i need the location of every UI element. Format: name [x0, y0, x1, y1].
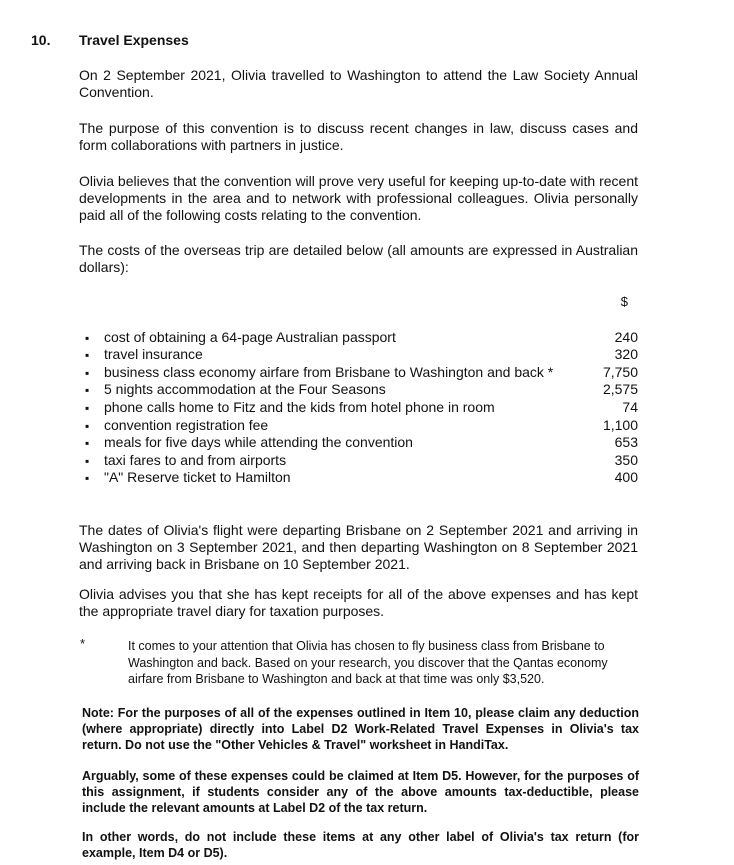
list-bullet: ▪: [85, 419, 90, 433]
section-title: Travel Expenses: [79, 32, 189, 48]
list-bullet: ▪: [85, 348, 90, 362]
paragraph-intro: On 2 September 2021, Olivia travelled to Washington to attend the Law Society Annual Convention.: [79, 67, 638, 100]
note-item-d5: Arguably, some of these expenses could be claimed at Item D5. However, for the purposes of this assignment, if students consider any of the above amounts tax-deductible, please include the relevant amounts at Label D2 of the tax return.: [82, 769, 639, 815]
list-bullet: ▪: [85, 454, 90, 468]
expense-amount: 1,100: [602, 417, 638, 433]
list-bullet: ▪: [85, 436, 90, 450]
currency-label: $: [620, 294, 628, 309]
note-other-labels: In other words, do not include these items at any other label of Olivia's tax return (for example, Item D4 or D5).: [82, 830, 639, 860]
expense-amount: 240: [614, 329, 638, 345]
list-bullet: ▪: [85, 383, 90, 397]
expense-amount: 74: [622, 399, 638, 415]
paragraph-receipts: Olivia advises you that she has kept receipts for all of the above expenses and has kept the appropriate travel diary for taxation purposes.: [79, 586, 638, 619]
section-number: 10.: [31, 32, 51, 48]
expense-amount: 400: [614, 469, 638, 485]
paragraph-flight-dates: The dates of Olivia's flight were departing Brisbane on 2 September 2021 and arriving in Washington on 3 September 2021, and then departing Washington on 8 September 2021 and arriving back in Brisbane on 10 September 2021.: [79, 522, 638, 572]
expense-description: "A" Reserve ticket to Hamilton: [104, 469, 291, 485]
expense-amount: 653: [614, 434, 638, 450]
note-deduction-label: Note: For the purposes of all of the expenses outlined in Item 10, please claim any deduction (where appropriate) directly into Label D2 Work-Related Travel Expenses in Olivia's tax return. Do not use the "Other Vehicles & Travel" worksheet in HandiTax.: [82, 706, 639, 752]
paragraph-belief: Olivia believes that the convention will prove very useful for keeping up-to-date with recent developments in the area and to network with professional colleagues. Olivia personally paid all of the following costs relating to the convention.: [79, 173, 638, 223]
list-bullet: ▪: [85, 401, 90, 415]
footnote-marker: *: [80, 636, 86, 651]
expense-amount: 320: [614, 346, 638, 362]
footnote-text: It comes to your attention that Olivia has chosen to fly business class from Brisbane to Washington and back. Based on your research, you discover that the Qantas economy airfare from Brisbane to Washington and back at that time was only $3,520.: [128, 639, 608, 686]
expense-description: taxi fares to and from airports: [104, 452, 287, 468]
expense-description: convention registration fee: [104, 417, 269, 433]
expense-description: cost of obtaining a 64-page Australian passport: [104, 329, 396, 345]
list-bullet: ▪: [85, 331, 90, 345]
paragraph-costs-intro: The costs of the overseas trip are detailed below (all amounts are expressed in Australian dollars):: [79, 242, 638, 275]
expense-description: business class economy airfare from Brisbane to Washington and back *: [104, 364, 554, 380]
expense-description: travel insurance: [104, 346, 203, 362]
paragraph-purpose: The purpose of this convention is to discuss recent changes in law, discuss cases and form collaborations with partners in justice.: [79, 120, 638, 153]
expense-amount: 350: [614, 452, 638, 468]
expense-description: 5 nights accommodation at the Four Seasons: [104, 381, 386, 397]
list-bullet: ▪: [85, 471, 90, 485]
expense-description: meals for five days while attending the convention: [104, 434, 413, 450]
expense-amount: 2,575: [602, 381, 638, 397]
list-bullet: ▪: [85, 366, 90, 380]
expense-description: phone calls home to Fitz and the kids from hotel phone in room: [104, 399, 495, 415]
expense-amount: 7,750: [602, 364, 638, 380]
